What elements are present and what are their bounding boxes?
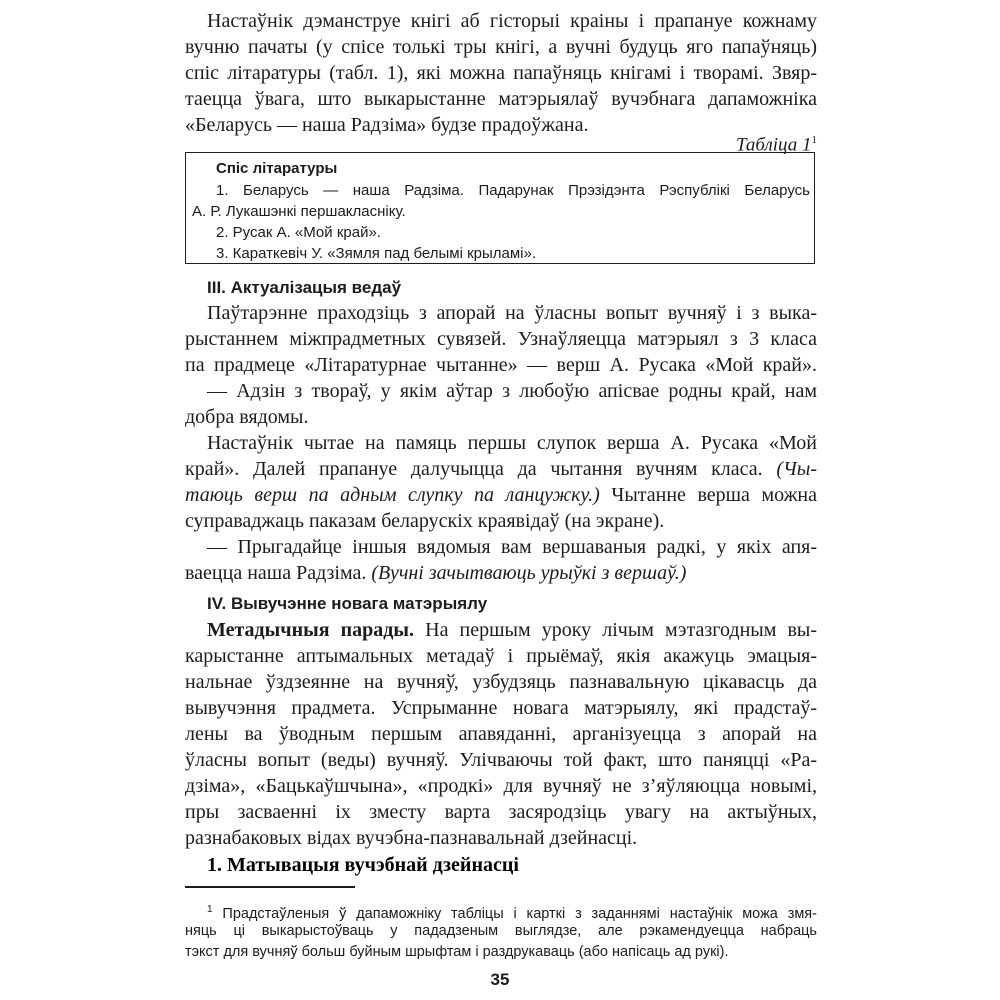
paragraph-line xyxy=(185,617,817,643)
paragraph-line: лены ва ўводным першым апавяданні, арганізуецца з апорай на xyxy=(185,723,817,745)
paragraph-line xyxy=(185,456,817,482)
text-run: ваецца наша Радзіма. xyxy=(185,562,367,584)
paragraph-line: добра вядомы. xyxy=(185,406,309,428)
paragraph-line: разнабаковых відах вучэбна-пазнавальнай дзейнасці. xyxy=(185,827,638,849)
paragraph-line: — Прыгадайце іншыя вядомыя вам вершаваныя радкі, у якіх апя- xyxy=(207,536,817,558)
paragraph-line: суправаджаць паказам беларускіх краявідаў (на экране). xyxy=(185,510,665,532)
paragraph-line: пры засваенні іх зместу варта засяродзіць увагу на актыўных, xyxy=(185,801,817,823)
paragraph-line: дзіма», «Бацькаўшчына», «продкі» для вучняў не з’яўляюцца новымі, xyxy=(185,775,817,797)
footnote-divider xyxy=(185,886,355,888)
text-run: край». Далей прапануе далучыцца да чытання вучням класа. xyxy=(185,458,763,480)
footnote-line: няць ці выкарыстоўваць у пададзеным выглядзе, але рэкамендуецца набраць xyxy=(185,923,817,939)
lead-bold: Метадычныя парады. xyxy=(207,619,415,641)
paragraph-line: карыстанне аптымальных метадаў і прыёмаў, якія акажуць эмацыя- xyxy=(185,645,817,667)
table-row: 1. Беларусь — наша Радзіма. Падарунак Прэзідэнта Рэспублікі Беларусь xyxy=(216,182,810,199)
text-run: На першым уроку лічым мэтазгодным вы- xyxy=(425,619,818,641)
paragraph-line: таецца ўвага, што выкарыстанне матэрыялаў вучэбнага дапаможніка xyxy=(185,88,817,110)
page-number: 35 xyxy=(490,970,510,989)
paragraph-line: вывучэння прадмета. Успрыманне новага матэрыялу, які прадстаў- xyxy=(185,697,817,719)
footnote-line: тэкст для вучняў больш буйным шрыфтам і раздрукаваць (або напісаць ад рукі). xyxy=(185,944,729,960)
subsection-heading-text: 1. Матывацыя вучэбнай дзейнасці xyxy=(207,854,519,876)
paragraph-line: вучню пачаты (у спісе толькі тры кнігі, а вучні будуць яго папаўняць) xyxy=(185,36,817,58)
section-heading: IV. Вывучэнне новага матэрыялу xyxy=(207,594,488,613)
paragraph-line: Настаўнік чытае на памяць першы слупок верша А. Русака «Мой xyxy=(207,432,817,454)
paragraph-line xyxy=(185,482,817,508)
paragraph-line: «Беларусь — наша Радзіма» будзе прадоўжана. xyxy=(185,114,589,136)
paragraph-line: па прадмеце «Літаратурнае чытанне» — верш А. Русака «Мой край». xyxy=(185,354,817,376)
paragraph-line: нальнае ўздзеянне на вучняў, узбудзяць пазнавальную цікавасць да xyxy=(185,671,817,693)
italic-run: (Вучні зачытваюць урыўкі з вершаў.) xyxy=(371,562,687,584)
text-run: Чытанне верша можна xyxy=(611,484,818,506)
paragraph-line: ўласны вопыт (веды) вучняў. Улічваючы той факт, што паняцці «Ра- xyxy=(185,749,817,771)
table-caption-text: Табліца 1 xyxy=(735,134,812,156)
table-row: А. Р. Лукашэнкі першакласніку. xyxy=(192,203,406,220)
paragraph-line xyxy=(185,560,817,586)
text-run: Прадстаўленыя ў дапаможніку табліцы і карткі з заданнямі настаўнік можа змя- xyxy=(222,905,817,922)
paragraph-line: Паўтарэнне праходзіць з апорай на ўласны вопыт вучняў і з выка- xyxy=(207,302,817,324)
italic-run: таюць верш па адным слупку па ланцужку.) xyxy=(185,484,600,506)
paragraph-line: спіс літаратуры (табл. 1), які можна папаўняць кнігамі і творамі. Звяр- xyxy=(185,62,817,84)
table-title: Спіс літаратуры xyxy=(216,160,338,177)
table-row: 3. Караткевіч У. «Зямля пад белымі крыламі». xyxy=(216,245,537,262)
footnote-mark: 1 xyxy=(811,134,817,146)
footnote-mark: 1 xyxy=(207,904,213,915)
subsection-heading xyxy=(185,852,817,878)
paragraph-line: рыстаннем міжпрадметных сувязей. Узнаўляецца матэрыял з 3 класа xyxy=(185,328,817,350)
section-heading: III. Актуалізацыя ведаў xyxy=(207,278,402,297)
paragraph-line: Настаўнік дэманструе кнігі аб гісторыі краіны і прапануе кожнаму xyxy=(207,10,817,32)
table-row: 2. Русак А. «Мой край». xyxy=(216,224,381,241)
paragraph-line: — Адзін з твораў, у якім аўтар з любоўю апісвае родны край, нам xyxy=(207,380,817,402)
italic-run: (Чы- xyxy=(776,458,817,480)
